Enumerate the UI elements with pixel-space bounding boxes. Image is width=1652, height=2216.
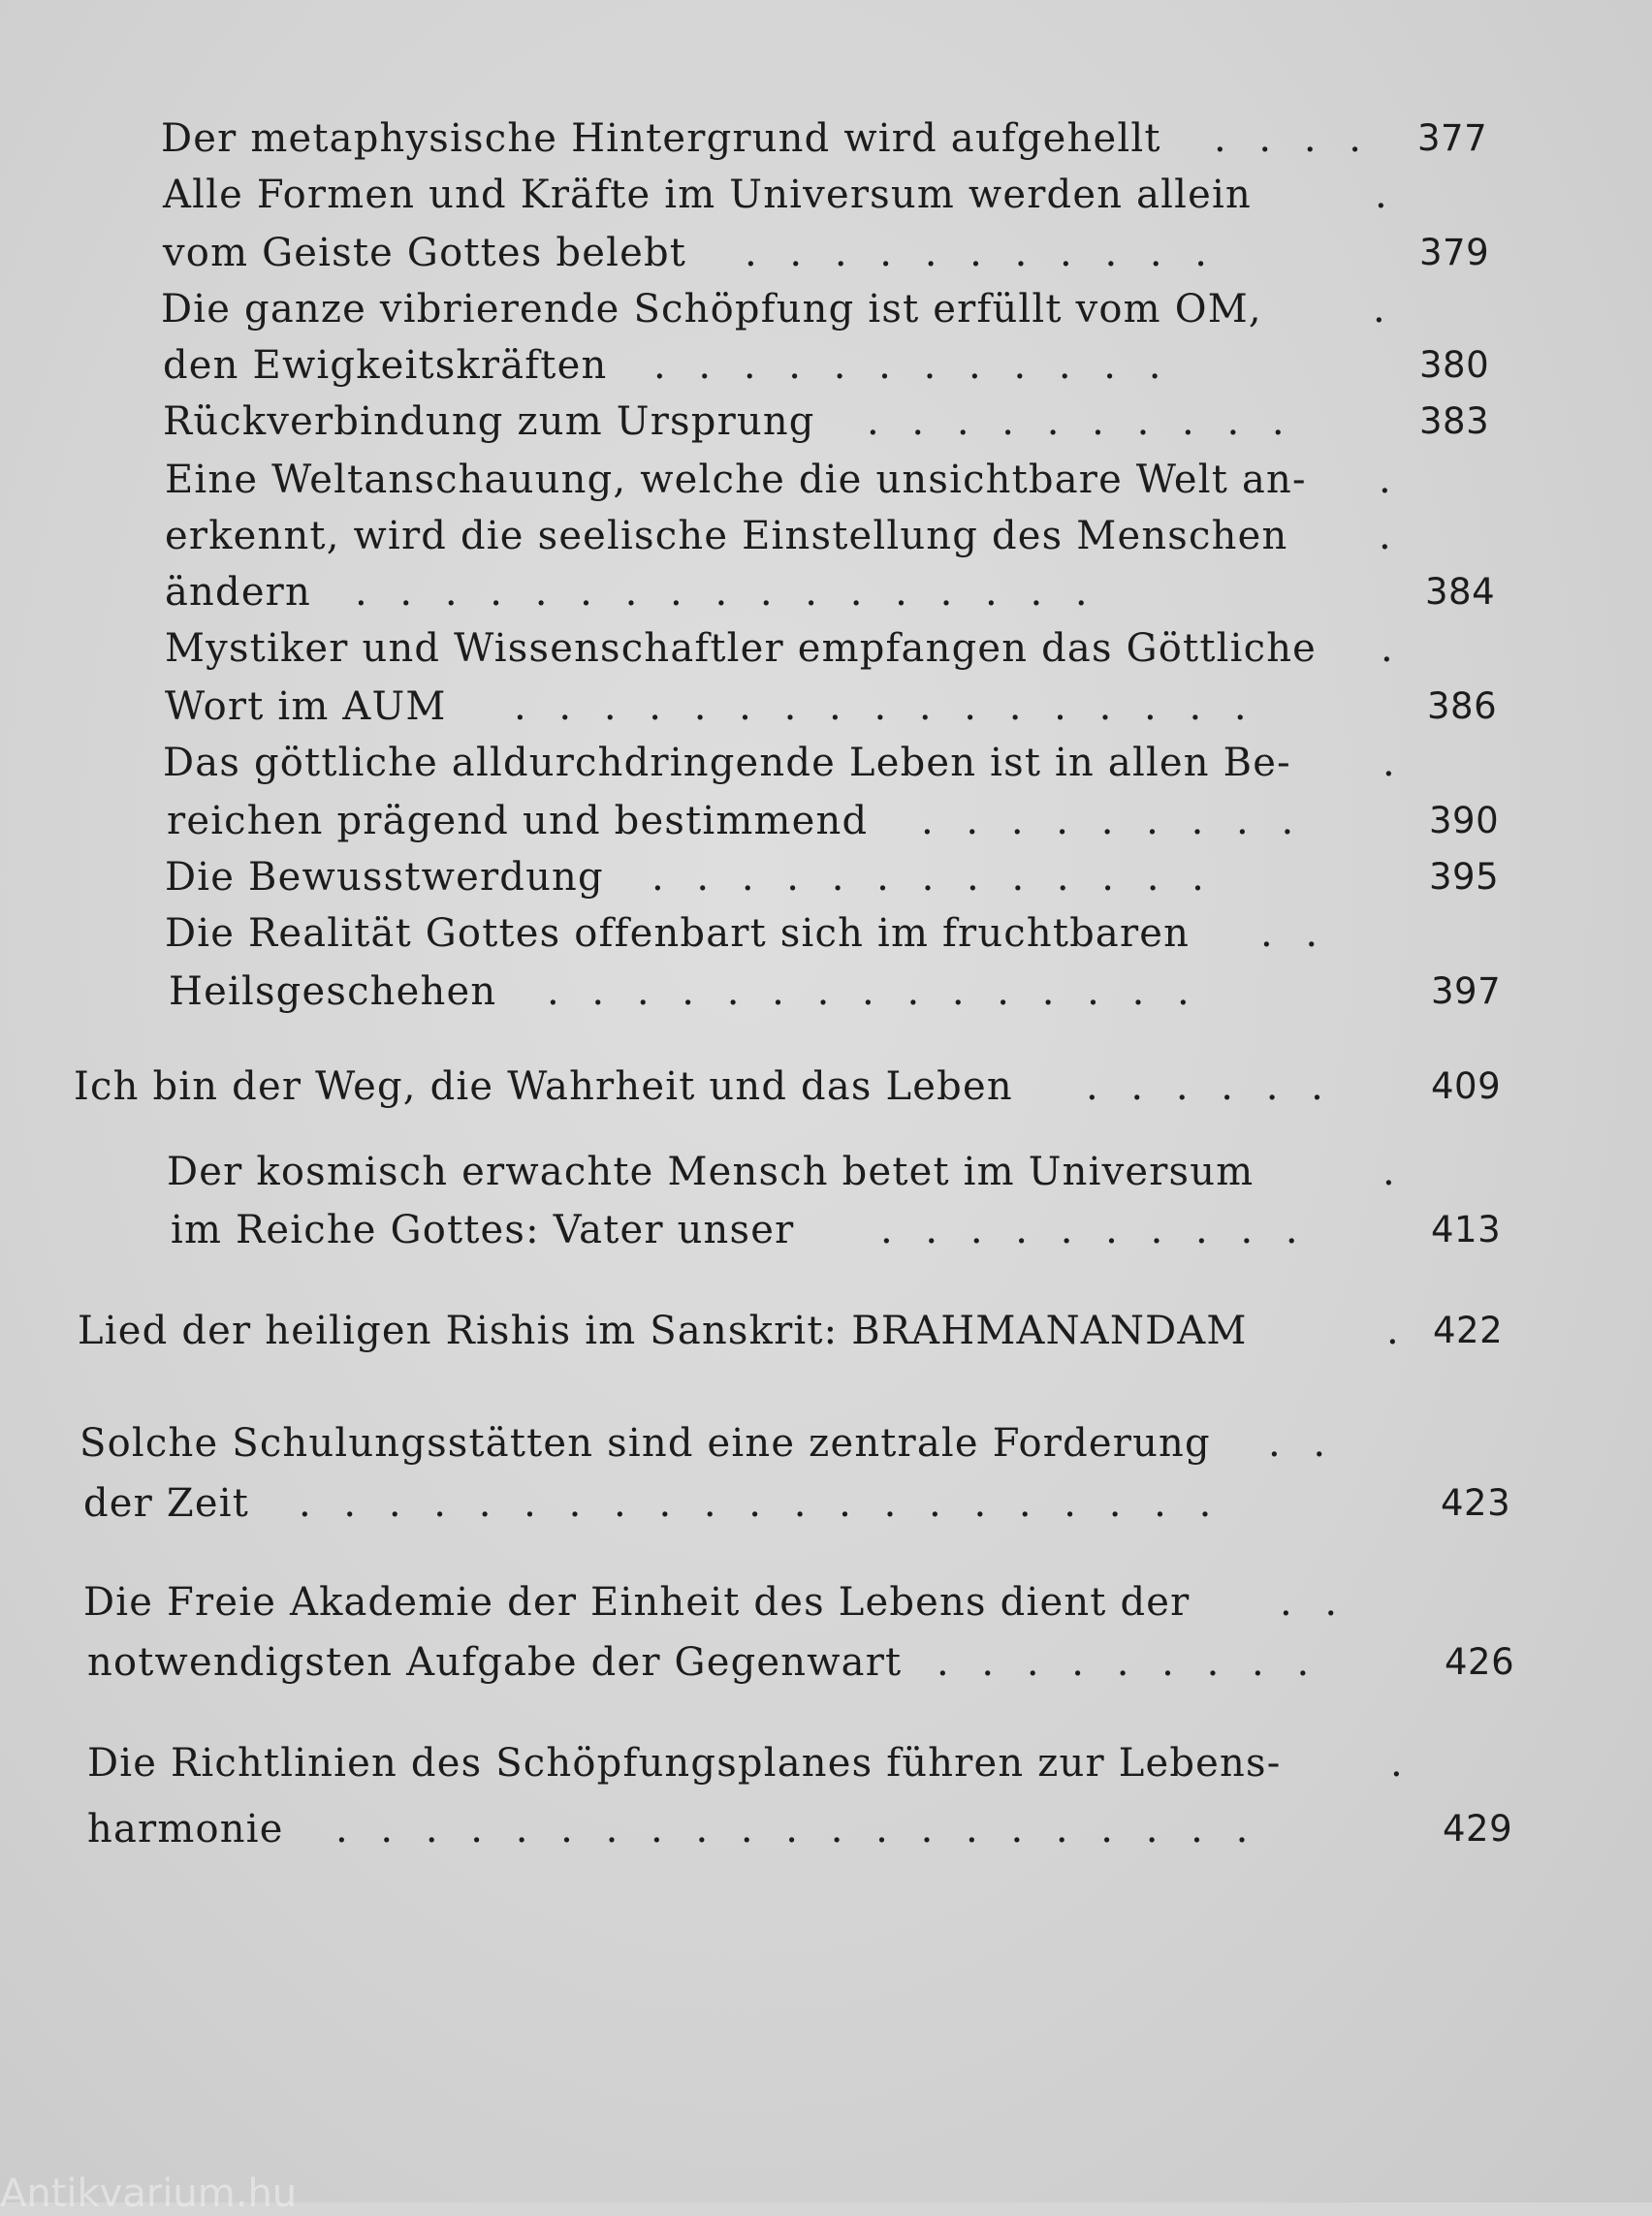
toc-entry-text: Der kosmisch erwachte Mensch betet im Universum <box>167 1150 1255 1194</box>
toc-page-number: 383 <box>1419 400 1490 442</box>
toc-entry-text: notwendigsten Aufgabe der Gegenwart <box>87 1640 903 1685</box>
toc-page-number: 390 <box>1429 800 1500 841</box>
toc-page-number: 386 <box>1427 685 1498 727</box>
dot-leader: . <box>1382 741 1395 785</box>
dot-leader: . . . . . . . . . . . . . . . . . <box>514 684 1247 729</box>
toc-entry-text: Heilsgeschehen <box>169 969 497 1014</box>
toc-entry-text: Wort im AUM <box>165 684 447 729</box>
dot-leader: . <box>1373 287 1385 332</box>
toc-page-number: 423 <box>1441 1482 1511 1524</box>
toc-entry-text: harmonie <box>87 1807 284 1852</box>
dot-leader: . . . . . . . . . <box>937 1640 1310 1685</box>
toc-entry-text: Die ganze vibrierende Schöpfung ist erfüllt vom OM, <box>161 287 1262 332</box>
toc-entry-text: im Reiche Gottes: Vater unser <box>171 1208 795 1252</box>
toc-entry-text: Alle Formen und Kräfte im Universum werden allein <box>163 173 1252 217</box>
toc-page-number: 413 <box>1431 1209 1502 1250</box>
dot-leader: . . . . . . . . . . <box>880 1208 1298 1252</box>
toc-entry-text: Das göttliche alldurchdringende Leben ist in allen Be- <box>163 741 1291 785</box>
toc-entry-text: vom Geiste Gottes belebt <box>163 231 687 275</box>
dot-leader: . . . . . . . . . . . . . <box>651 855 1204 900</box>
toc-entry-text: Die Freie Akademie der Einheit des Lebens dient der <box>83 1580 1191 1625</box>
dot-leader: . . . . . . . . . . . . . . . . . . . . . <box>299 1481 1212 1526</box>
toc-entry-text: Die Realität Gottes offenbart sich im fruchtbaren <box>165 911 1191 956</box>
dot-leader: . <box>1379 514 1391 558</box>
dot-leader: . <box>1390 1741 1403 1786</box>
dot-leader: . . . . . . . . . . . . . . . <box>547 969 1190 1014</box>
toc-page-number: 377 <box>1417 117 1488 159</box>
toc-entry-text: der Zeit <box>83 1481 250 1526</box>
dot-leader: . . . . . . . . . . <box>867 399 1285 444</box>
toc-entry-text: Die Richtlinien des Schöpfungsplanes führen zur Lebens- <box>87 1741 1282 1786</box>
dot-leader: . <box>1379 458 1391 502</box>
toc-page-number: 422 <box>1433 1310 1504 1351</box>
dot-leader: . . . . . . . . . . . . <box>653 343 1161 388</box>
dot-leader: . <box>1381 626 1393 671</box>
toc-page-number: 397 <box>1431 970 1502 1012</box>
watermark-text: Antikvarium.hu <box>0 2171 298 2216</box>
dot-leader: . . . . . . . . . . . . . . . . . <box>355 570 1088 615</box>
toc-page-number: 384 <box>1425 571 1496 613</box>
dot-leader: . <box>1375 173 1387 217</box>
toc-entry-text: Die Bewusstwerdung <box>165 855 604 900</box>
dot-leader: . . <box>1280 1580 1338 1625</box>
toc-entry-text: Lied der heiligen Rishis im Sanskrit: BRAHMANANDAM <box>78 1309 1248 1353</box>
toc-entry-text: ändern <box>165 570 311 615</box>
dot-leader: . <box>1382 1150 1395 1194</box>
dot-leader: . . <box>1268 1421 1326 1466</box>
dot-leader: . . . . . . . . . <box>921 799 1294 843</box>
toc-entry-text: den Ewigkeitskräften <box>163 343 608 388</box>
toc-entry-text: Mystiker und Wissenschaftler empfangen das Göttliche <box>165 626 1318 671</box>
toc-entry-text: reichen prägend und bestimmend <box>167 799 869 843</box>
toc-entry-text: Solche Schulungsstätten sind eine zentrale Forderung <box>79 1421 1211 1466</box>
toc-entry-text: Ich bin der Weg, die Wahrheit und das Leben <box>74 1064 1013 1109</box>
toc-page-number: 409 <box>1431 1065 1502 1107</box>
toc-entry-text: erkennt, wird die seelische Einstellung des Menschen <box>165 514 1288 558</box>
dot-leader: . . . . . . . . . . . . . . . . . . . . . <box>335 1807 1249 1852</box>
dot-leader: . . . . . . <box>1086 1064 1323 1109</box>
toc-page-number: 429 <box>1443 1808 1513 1850</box>
dot-leader: . <box>1386 1309 1399 1353</box>
toc-page-number: 379 <box>1419 232 1490 273</box>
toc-page-number: 426 <box>1445 1641 1515 1683</box>
dot-leader: . . . . . . . . . . . <box>745 231 1208 275</box>
toc-page-number: 380 <box>1419 344 1490 386</box>
toc-page-number: 395 <box>1429 856 1500 898</box>
dot-leader: . . . . <box>1214 116 1362 161</box>
toc-entry-text: Rückverbindung zum Ursprung <box>163 399 815 444</box>
toc-entry-text: Eine Weltanschauung, welche die unsichtbare Welt an- <box>165 458 1307 502</box>
dot-leader: . . <box>1260 911 1318 956</box>
toc-entry-text: Der metaphysische Hintergrund wird aufgehellt <box>161 116 1161 161</box>
